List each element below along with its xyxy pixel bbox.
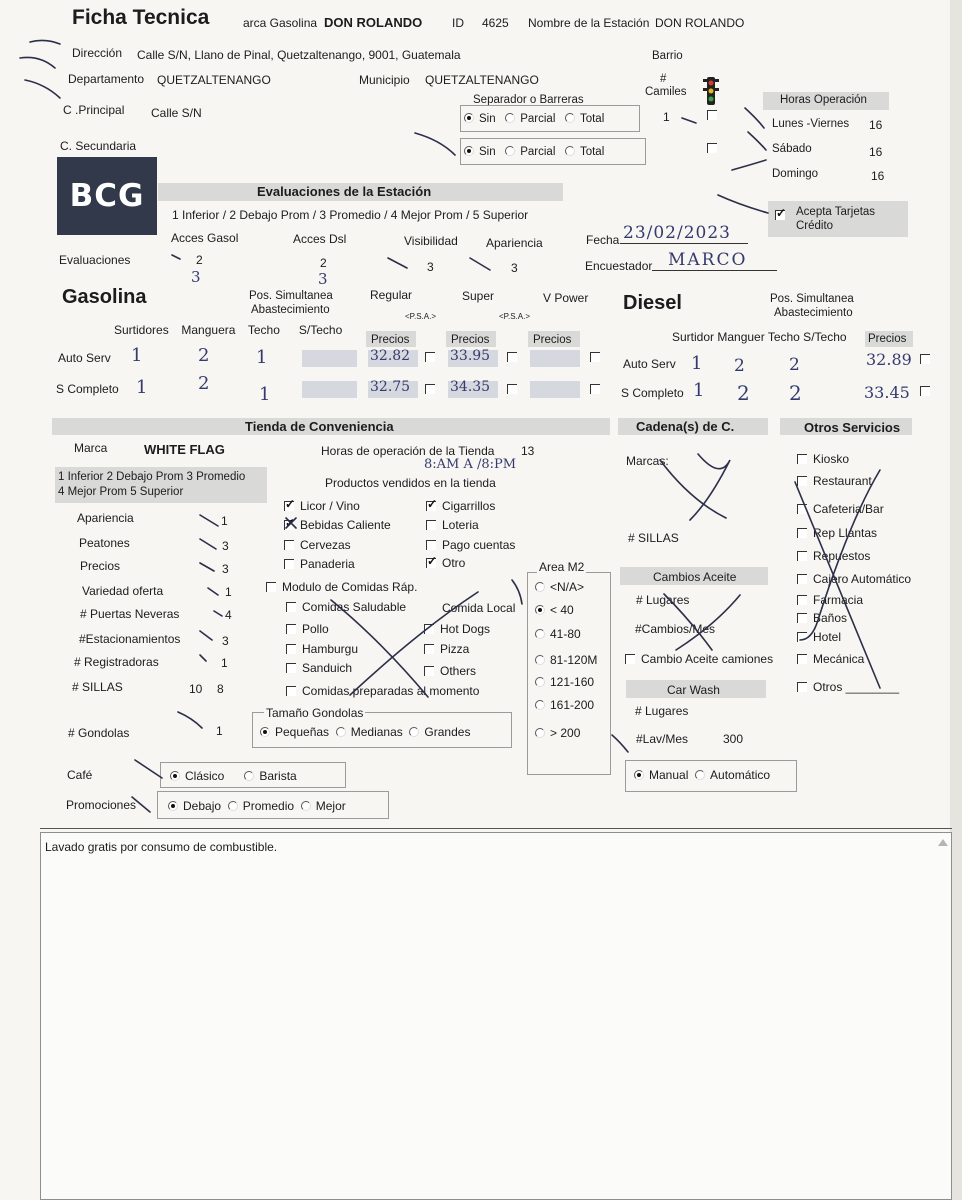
eval-visibilidad-value: 3 bbox=[427, 260, 434, 274]
radio-sin-2[interactable]: Sin bbox=[464, 146, 496, 158]
radio-sin[interactable]: Sin bbox=[464, 113, 496, 125]
metric-estacionamientos-value: 3 bbox=[222, 634, 229, 648]
eval-col-acces-dsl: Acces Dsl bbox=[293, 232, 347, 246]
radio-promedio[interactable]: Promedio bbox=[228, 799, 294, 813]
prod-cervezas[interactable]: Cervezas bbox=[284, 538, 351, 552]
radio-parcial-2[interactable]: Parcial bbox=[505, 146, 555, 158]
prod-licor[interactable]: ✓Licor / Vino bbox=[284, 499, 360, 513]
station-name-label: Nombre de la Estación bbox=[528, 16, 650, 30]
radio-total-2[interactable]: Total bbox=[565, 146, 604, 158]
cadena-title: Cadena(s) de C. bbox=[636, 419, 735, 434]
encuestador-underline bbox=[652, 270, 777, 271]
dsl-pos-simul-2: Abastecimiento bbox=[774, 307, 853, 319]
prod-bebidas[interactable]: ✓Bebidas Caliente bbox=[284, 518, 391, 532]
prod-loteria[interactable]: Loteria bbox=[426, 518, 479, 532]
horas-sab-label: Sábado bbox=[772, 143, 812, 155]
dsl-completo-price: 33.45 bbox=[864, 383, 910, 402]
area-41-80[interactable]: 41-80 bbox=[535, 627, 581, 641]
metric-peatones-value: 3 bbox=[222, 539, 229, 553]
horas-sab-value: 16 bbox=[869, 145, 883, 159]
section-divider bbox=[40, 828, 952, 829]
calle-principal-value: Calle S/N bbox=[151, 106, 202, 120]
otros-farmacia[interactable]: Farmacia bbox=[797, 593, 863, 607]
metric-neveras-value: 4 bbox=[225, 608, 232, 622]
barrio-label: Barrio bbox=[652, 50, 683, 62]
dsl-cols: Surtidor Manguer Techo S/Techo bbox=[672, 330, 847, 344]
area-gt200[interactable]: > 200 bbox=[535, 726, 580, 740]
eval-hw-extra-1: 3 bbox=[191, 268, 201, 286]
acepta-tarjetas-checkbox[interactable] bbox=[775, 210, 785, 220]
lav-mes-value: 300 bbox=[723, 732, 744, 746]
area-81-120[interactable]: 81-120M bbox=[535, 653, 597, 667]
tienda-scale-1: 1 Inferior 2 Debajo Prom 3 Promedio bbox=[58, 471, 246, 483]
precios-label-regular: Precios bbox=[371, 334, 410, 346]
gas-completo-manguera: 2 bbox=[198, 373, 210, 394]
gas-pos-simul-2: Abastecimiento bbox=[251, 304, 330, 316]
metric-sillas-value: 10 bbox=[189, 682, 203, 696]
regular-label: Regular bbox=[370, 288, 413, 302]
precios-label-super: Precios bbox=[451, 334, 490, 346]
direccion-label: Dirección bbox=[72, 46, 123, 60]
comida-local[interactable]: Comida Local bbox=[442, 601, 516, 615]
fecha-underline bbox=[620, 243, 748, 244]
tienda-marca-label: Marca bbox=[74, 441, 108, 455]
area-121-160[interactable]: 121-160 bbox=[535, 675, 594, 689]
gas-auto-super-price: 33.95 bbox=[450, 348, 491, 364]
departamento-label: Departamento bbox=[68, 72, 145, 86]
comida-preparadas[interactable]: Comidas preparadas al momento bbox=[286, 684, 479, 698]
eval-acces-dsl-value: 2 bbox=[320, 256, 327, 270]
radio-manual[interactable]: Manual bbox=[634, 768, 688, 782]
notes-text: Lavado gratis por consumo de combustible. bbox=[45, 840, 278, 854]
metric-peatones-label: Peatones bbox=[79, 536, 130, 550]
psa-super: <P.S.A.> bbox=[499, 312, 530, 321]
otros-mecanica[interactable]: Mecánica bbox=[797, 652, 864, 666]
otros-title: Otros Servicios bbox=[804, 420, 901, 435]
gas-completo-super-price: 34.35 bbox=[450, 379, 491, 395]
bcg-logo: BCG bbox=[57, 157, 157, 235]
notes-textarea[interactable] bbox=[40, 832, 952, 1200]
calle-principal-label: C .Principal bbox=[63, 103, 125, 117]
calle-secundaria-label: C. Secundaria bbox=[60, 139, 137, 153]
prod-pago-cuentas[interactable]: Pago cuentas bbox=[426, 538, 515, 552]
gas-pos-simul-1: Pos. Simultanea bbox=[249, 290, 333, 302]
traffic-light-icon bbox=[703, 76, 719, 106]
wash-type-options bbox=[634, 768, 770, 782]
otros-cafeteria[interactable]: Cafeteria/Bar bbox=[797, 502, 884, 516]
otros-banos[interactable]: Baños bbox=[797, 611, 847, 625]
gondolas-label: # Gondolas bbox=[68, 726, 130, 740]
gas-completo-surtidores: 1 bbox=[136, 377, 148, 398]
separador-principal-options bbox=[464, 113, 604, 125]
metric-variedad-label: Variedad oferta bbox=[82, 584, 164, 598]
departamento-value: QUETZALTENANGO bbox=[157, 73, 271, 87]
metric-apariencia-value: 1 bbox=[221, 514, 228, 528]
prod-cigarrillos[interactable]: ✓ Cigarrillos bbox=[426, 499, 495, 513]
car-wash-title: Car Wash bbox=[667, 683, 720, 697]
cambios-lugares-label: # Lugares bbox=[636, 593, 690, 607]
metric-variedad-value: 1 bbox=[225, 585, 232, 599]
gas-auto-regular-price: 32.82 bbox=[370, 348, 411, 364]
metric-sillas-label: # SILLAS bbox=[72, 680, 123, 694]
horas-lv-value: 16 bbox=[869, 118, 883, 132]
encuestador-value: MARCO bbox=[668, 250, 748, 270]
tienda-horas-value: 13 bbox=[521, 444, 535, 458]
radio-pequenas[interactable]: Pequeñas bbox=[260, 725, 329, 739]
gas-auto-vpower-checkbox[interactable] bbox=[590, 352, 600, 362]
dsl-completo-techo: 2 bbox=[789, 381, 802, 405]
dsl-completo-label: S Completo bbox=[621, 386, 684, 400]
otros-hotel[interactable]: Hotel bbox=[797, 630, 841, 644]
gas-completo-regular-price: 32.75 bbox=[370, 379, 411, 395]
eval-col-visibilidad: Visibilidad bbox=[404, 234, 458, 248]
gas-completo-techo: 1 bbox=[259, 384, 271, 405]
area-na[interactable]: <N/A> bbox=[535, 580, 584, 594]
gas-auto-regular-checkbox[interactable] bbox=[425, 352, 435, 362]
gas-completo-vpower-field[interactable] bbox=[530, 381, 580, 398]
metric-registradoras-value: 1 bbox=[221, 656, 228, 670]
otros-rep-llantas[interactable]: Rep Llantas bbox=[797, 526, 877, 540]
cambios-aceite-title: Cambios Aceite bbox=[653, 570, 737, 584]
fecha-value: 23/02/2023 bbox=[623, 223, 731, 243]
camiles-hash: # bbox=[660, 73, 667, 85]
gas-auto-super-checkbox[interactable] bbox=[507, 352, 517, 362]
metric-registradoras-label: # Registradoras bbox=[74, 655, 159, 669]
cambio-camiones[interactable]: Cambio Aceite camiones bbox=[625, 652, 773, 666]
eval-apariencia-value: 3 bbox=[511, 261, 518, 275]
tarjetas-line1: Acepta Tarjetas bbox=[796, 206, 876, 218]
radio-clasico[interactable]: Clásico bbox=[170, 769, 224, 783]
diesel-title: Diesel bbox=[623, 292, 682, 314]
dsl-completo-checkbox[interactable] bbox=[920, 386, 930, 396]
cadena-sillas-label: # SILLAS bbox=[628, 531, 679, 545]
eval-acces-gasol-value: 2 bbox=[196, 253, 203, 267]
radio-automatico[interactable]: Automático bbox=[695, 768, 770, 782]
area-m2-title: Area M2 bbox=[539, 560, 585, 574]
metric-neveras-label: # Puertas Neveras bbox=[80, 607, 180, 621]
gas-auto-serv-label: Auto Serv bbox=[58, 351, 111, 365]
productos-title: Productos vendidos en la tienda bbox=[325, 476, 496, 490]
dsl-completo-surtidor: 1 bbox=[693, 380, 705, 401]
gas-auto-vpower-field[interactable] bbox=[530, 350, 580, 367]
gas-completo-stecho-field[interactable] bbox=[302, 381, 357, 398]
metric-precios-label: Precios bbox=[80, 559, 121, 573]
gas-completo-regular-checkbox[interactable] bbox=[425, 384, 435, 394]
secundaria-checkbox[interactable] bbox=[707, 143, 717, 153]
comida-pizza[interactable]: Pizza bbox=[424, 642, 469, 656]
radio-mejor[interactable]: Mejor bbox=[301, 799, 346, 813]
super-label: Super bbox=[462, 289, 495, 303]
marca-gasolina-label: arca Gasolina bbox=[243, 16, 318, 30]
radio-debajo[interactable]: Debajo bbox=[168, 799, 221, 813]
vpower-label: V Power bbox=[543, 291, 589, 305]
dsl-auto-manguer: 2 bbox=[734, 356, 745, 376]
dsl-auto-checkbox[interactable] bbox=[920, 354, 930, 364]
precios-label-vpower: Precios bbox=[533, 334, 572, 346]
tienda-title: Tienda de Conveniencia bbox=[245, 419, 394, 434]
modulo-comidas[interactable]: Modulo de Comidas Ráp. bbox=[266, 580, 417, 594]
cambios-mes-label: #Cambios/Mes bbox=[635, 622, 716, 636]
id-value: 4625 bbox=[482, 16, 509, 30]
comida-sanduich[interactable]: Sanduich bbox=[286, 661, 352, 675]
cadena-marcas-label: Marcas: bbox=[626, 454, 669, 468]
metric-apariencia-label: Apariencia bbox=[77, 511, 134, 525]
gas-completo-vpower-checkbox[interactable] bbox=[590, 384, 600, 394]
otros-kiosko[interactable]: Kiosko bbox=[797, 452, 849, 466]
tienda-horas-label: Horas de operación de la Tienda bbox=[321, 444, 495, 458]
comida-hotdogs[interactable]: Hot Dogs bbox=[424, 622, 490, 636]
fecha-label: Fecha bbox=[586, 233, 620, 247]
dsl-pos-simul-1: Pos. Simultanea bbox=[770, 293, 854, 305]
municipio-value: QUETZALTENANGO bbox=[425, 73, 539, 87]
gasolina-title: Gasolina bbox=[62, 286, 147, 308]
comida-pollo[interactable]: Pollo bbox=[286, 622, 329, 636]
direccion-value: Calle S/N, Llano de Pinal, Quetzaltenango, 9001, Guatemala bbox=[137, 48, 461, 62]
comida-others[interactable]: Others bbox=[424, 664, 476, 678]
separador-label: Separador o Barreras bbox=[473, 94, 584, 106]
otros-restaurant[interactable]: Restaurant bbox=[797, 474, 872, 488]
lav-mes-label: #Lav/Mes bbox=[636, 732, 689, 746]
tamano-gondolas-label: Tamaño Gondolas bbox=[266, 706, 364, 720]
otros-otros[interactable]: Otros ________ bbox=[797, 680, 899, 694]
comida-hamburgu[interactable]: Hamburgu bbox=[286, 642, 358, 656]
tamano-options bbox=[260, 725, 470, 739]
horas-dom-value: 16 bbox=[871, 169, 885, 183]
tienda-scale-2: 4 Mejor Prom 5 Superior bbox=[58, 486, 184, 498]
eval-hw-extra-2: 3 bbox=[318, 270, 328, 288]
municipio-label: Municipio bbox=[359, 73, 410, 87]
gas-col-surtidores: Surtidores Manguera Techo S/Techo bbox=[114, 323, 343, 337]
metric-sillas-extra: 8 bbox=[217, 682, 224, 696]
eval-col-apariencia: Apariencia bbox=[486, 236, 543, 250]
radio-medianas[interactable]: Medianas bbox=[336, 725, 403, 739]
camiles-label: Camiles bbox=[645, 86, 687, 98]
area-161-200[interactable]: 161-200 bbox=[535, 698, 594, 712]
dsl-auto-price: 32.89 bbox=[866, 350, 912, 369]
scroll-up-icon[interactable] bbox=[938, 839, 948, 846]
tienda-marca-value: WHITE FLAG bbox=[144, 442, 225, 457]
otros-repuestos[interactable]: Repuestos bbox=[797, 549, 870, 563]
horas-dom-label: Domingo bbox=[772, 168, 819, 180]
cafe-label: Café bbox=[67, 768, 93, 782]
psa-regular: <P.S.A.> bbox=[405, 312, 436, 321]
dsl-auto-techo: 2 bbox=[789, 355, 800, 375]
eval-col-acces-gasol: Acces Gasol bbox=[171, 231, 239, 245]
station-name-value: DON ROLANDO bbox=[655, 16, 745, 30]
cafe-options bbox=[170, 769, 297, 783]
evaluaciones-row-label: Evaluaciones bbox=[59, 253, 131, 267]
comida-saludable[interactable]: Comidas Saludable bbox=[286, 600, 406, 614]
gas-auto-surtidores: 1 bbox=[131, 345, 143, 366]
form-title: Ficha Tecnica bbox=[72, 6, 210, 29]
radio-parcial[interactable]: Parcial bbox=[505, 113, 555, 125]
prod-otro[interactable]: ✓ Otro bbox=[426, 556, 465, 570]
radio-total[interactable]: Total bbox=[565, 113, 604, 125]
gas-auto-stecho-field[interactable] bbox=[302, 350, 357, 367]
tienda-horas-hw: 8:AM A /8:PM bbox=[424, 457, 517, 472]
horas-title: Horas Operación bbox=[780, 94, 867, 106]
area-lt40[interactable]: < 40 bbox=[535, 603, 574, 617]
promociones-options bbox=[168, 799, 346, 813]
radio-barista[interactable]: Barista bbox=[244, 769, 296, 783]
evaluaciones-scale: 1 Inferior / 2 Debajo Prom / 3 Promedio / 4 Mejor Prom / 5 Superior bbox=[172, 208, 529, 222]
otros-cajero[interactable]: Cajero Automático bbox=[797, 572, 911, 586]
dsl-precios-label: Precios bbox=[868, 333, 907, 345]
gas-auto-manguera: 2 bbox=[198, 345, 210, 366]
camiles-value: 1 bbox=[663, 110, 670, 124]
radio-grandes[interactable]: Grandes bbox=[409, 725, 470, 739]
carwash-lugares-label: # Lugares bbox=[635, 704, 689, 718]
gas-auto-techo: 1 bbox=[256, 347, 268, 368]
gas-completo-label: S Completo bbox=[56, 382, 119, 396]
gas-completo-super-checkbox[interactable] bbox=[507, 384, 517, 394]
dsl-completo-manguer: 2 bbox=[737, 381, 750, 405]
metric-estacionamientos-label: #Estacionamientos bbox=[79, 632, 181, 646]
metric-precios-value: 3 bbox=[222, 562, 229, 576]
evaluaciones-title: Evaluaciones de la Estación bbox=[257, 184, 432, 199]
separador-secundaria-options bbox=[464, 146, 604, 158]
encuestador-label: Encuestador bbox=[585, 259, 653, 273]
camiles-checkbox[interactable] bbox=[707, 110, 717, 120]
tarjetas-line2: Crédito bbox=[796, 220, 834, 232]
horas-lv-label: Lunes -Viernes bbox=[772, 118, 850, 130]
dsl-auto-serv-label: Auto Serv bbox=[623, 357, 676, 371]
dsl-auto-surtidor: 1 bbox=[691, 353, 703, 374]
marca-gasolina-value: DON ROLANDO bbox=[324, 15, 423, 30]
id-label: ID bbox=[452, 16, 464, 30]
prod-panaderia[interactable]: Panaderia bbox=[284, 557, 355, 571]
gondolas-value: 1 bbox=[216, 724, 223, 738]
promociones-label: Promociones bbox=[66, 798, 137, 812]
